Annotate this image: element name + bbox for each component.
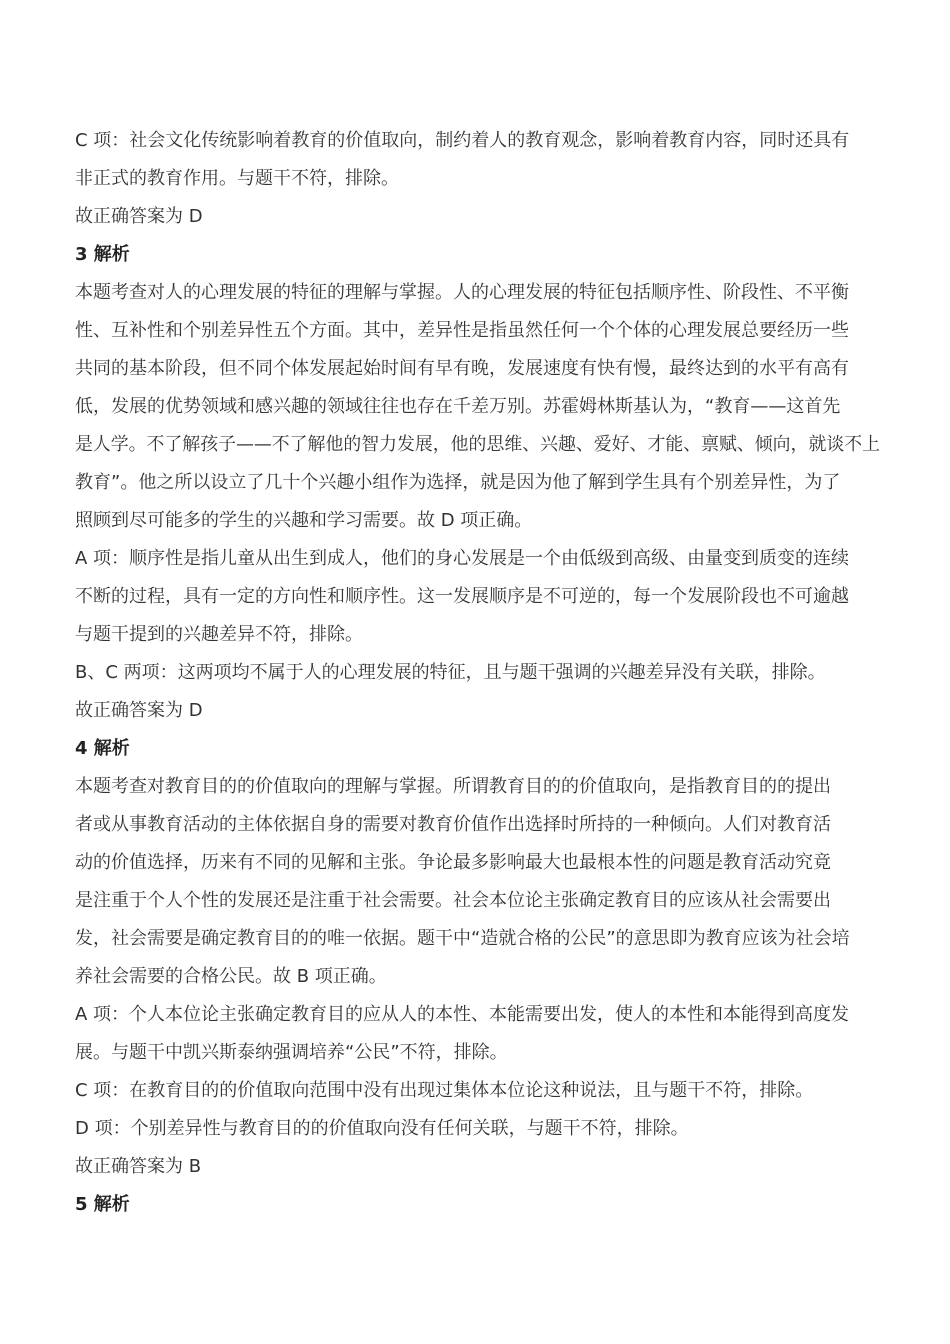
text-line: 共同的基本阶段，但不同个体发展起始时间有早有晚，发展速度有快有慢，最终达到的水平有高有	[75, 358, 849, 379]
text-line: 教育”。他之所以设立了几十个兴趣小组作为选择，就是因为他了解到学生具有个别差异性，为了	[75, 472, 841, 493]
text-line: 低，发展的优势领域和感兴趣的领域往往也存在千差万别。苏霍姆林斯基认为，“教育——这首先	[75, 396, 841, 417]
text-line: C 项：社会文化传统影响着教育的价值取向，制约着人的教育观念，影响着教育内容，同时还具有	[75, 130, 850, 151]
text-line: D 项：个别差异性与教育目的的价值取向没有任何关联，与题干不符，排除。	[75, 1118, 689, 1139]
text-line: 照顾到尽可能多的学生的兴趣和学习需要。故 D 项正确。	[75, 510, 533, 531]
section-heading: 4 解析	[75, 738, 130, 759]
text-line: 故正确答案为 D	[75, 206, 203, 227]
text-line: 本题考查对教育目的的价值取向的理解与掌握。所谓教育目的的价值取向，是指教育目的的提出	[75, 776, 831, 797]
text-line: 是人学。不了解孩子——不了解他的智力发展，他的思维、兴趣、爱好、才能、禀赋、倾向，就谈不上	[75, 434, 880, 455]
text-line: 性、互补性和个别差异性五个方面。其中，差异性是指虽然任何一个个体的心理发展总要经历一些	[75, 320, 849, 341]
text-line: 养社会需要的合格公民。故 B 项正确。	[75, 966, 387, 987]
text-line: 不断的过程，具有一定的方向性和顺序性。这一发展顺序是不可逆的，每一个发展阶段也不可逾越	[75, 586, 849, 607]
text-line: 与题干提到的兴趣差异不符，排除。	[75, 624, 363, 645]
text-line: 动的价值选择，历来有不同的见解和主张。争论最多影响最大也最根本性的问题是教育活动究竟	[75, 852, 831, 873]
text-line: 展。与题干中凯兴斯泰纳强调培养“公民”不符，排除。	[75, 1042, 508, 1063]
section-heading: 3 解析	[75, 244, 130, 265]
text-line: C 项：在教育目的的价值取向范围中没有出现过集体本位论这种说法，且与题干不符，排除。	[75, 1080, 814, 1101]
text-line: A 项：个人本位论主张确定教育目的应从人的本性、本能需要出发，使人的本性和本能得到高度发	[75, 1004, 850, 1025]
document-body	[75, 122, 880, 1224]
text-line: 者或从事教育活动的主体依据自身的需要对教育价值作出选择时所持的一种倾向。人们对教育活	[75, 814, 831, 835]
text-line: 本题考查对人的心理发展的特征的理解与掌握。人的心理发展的特征包括顺序性、阶段性、不平衡	[75, 282, 849, 303]
text-line: B、C 两项：这两项均不属于人的心理发展的特征，且与题干强调的兴趣差异没有关联，排除。	[75, 662, 826, 683]
text-line: 非正式的教育作用。与题干不符，排除。	[75, 168, 399, 189]
section-heading: 5 解析	[75, 1194, 130, 1215]
text-line: 是注重于个人个性的发展还是注重于社会需要。社会本位论主张确定教育目的应该从社会需要出	[75, 890, 831, 911]
text-line: 故正确答案为 B	[75, 1156, 202, 1177]
text-line: A 项：顺序性是指儿童从出生到成人，他们的身心发展是一个由低级到高级、由量变到质变的连续	[75, 548, 850, 569]
text-line: 故正确答案为 D	[75, 700, 203, 721]
text-line: 发，社会需要是确定教育目的的唯一依据。题干中“造就合格的公民”的意思即为教育应该为社会培	[75, 928, 850, 949]
